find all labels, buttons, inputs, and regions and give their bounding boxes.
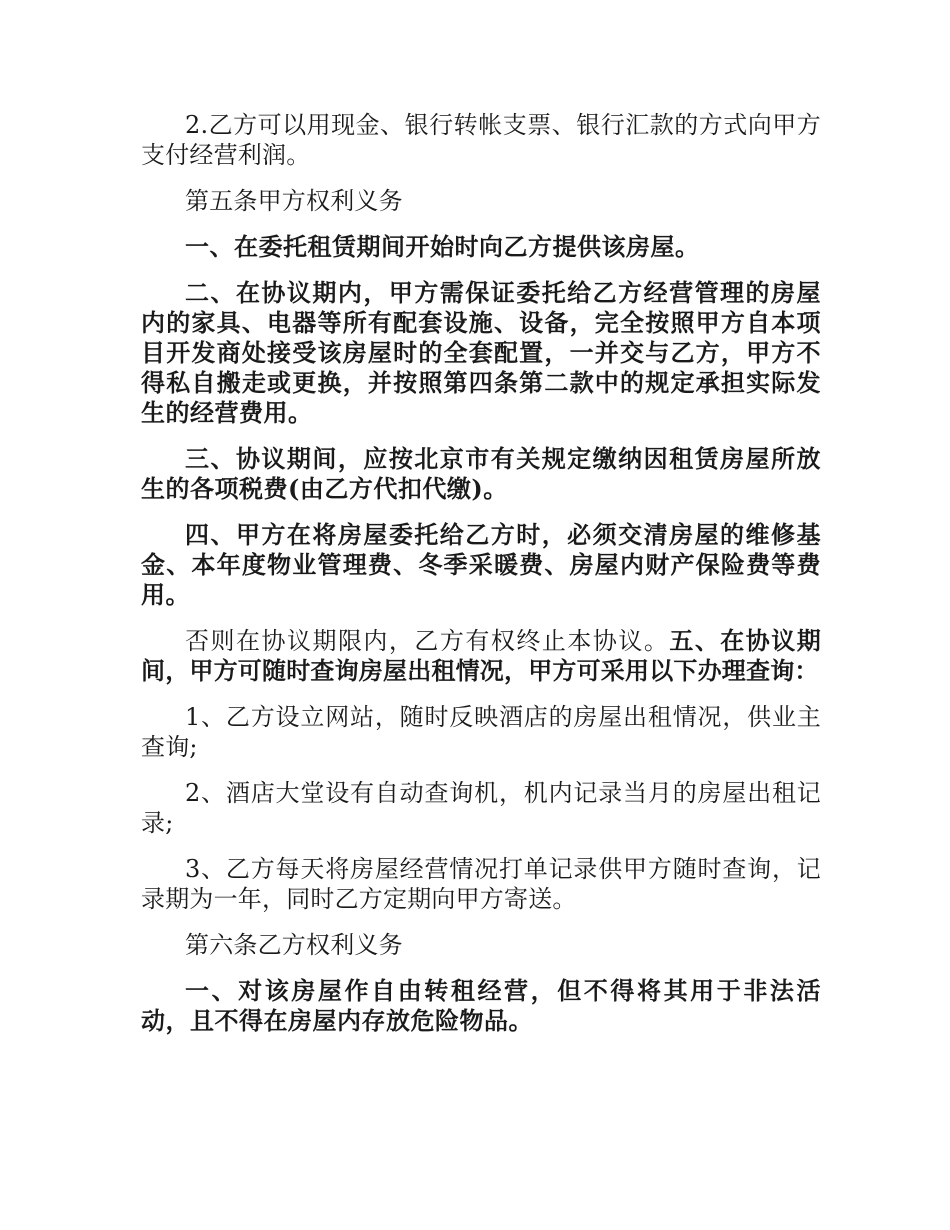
list-item-3: 3、乙方每天将房屋经营情况打单记录供甲方随时查询，记录期为一年，同时乙方定期向甲方寄送。: [141, 855, 821, 913]
paragraph-clause-5-4: 四、甲方在将房屋委托给乙方时，必须交清房屋的维修基金、本年度物业管理费、冬季采暖费、房屋内财产保险费等费用。: [141, 520, 821, 609]
clause-5-5-bold-text: 五、在协议期间，甲方可随时查询房屋出租情况，甲方可采用以下办理查询：: [141, 626, 821, 685]
list-item-1: 1、乙方设立网站，随时反映酒店的房屋出租情况，供业主查询;: [141, 703, 821, 761]
paragraph-clause-5-2: 二、在协议期内，甲方需保证委托给乙方经营管理的房屋内的家具、电器等所有配套设施、设备，完全按照甲方自本项目开发商处接受该房屋时的全套配置，一并交与乙方，甲方不得私自搬走或更换，并按照第四条第二款中的规定承担实际发生的经营费用。: [141, 278, 821, 427]
paragraph-clause-5-5: [141, 626, 821, 686]
article-5-heading: 第五条甲方权利义务: [185, 187, 403, 215]
paragraph-clause-6-1: 一、对该房屋作自由转租经营，但不得将其用于非法活动，且不得在房屋内存放危险物品。: [141, 976, 821, 1035]
termination-sentence: 否则在协议期限内，乙方有权终止本协议。: [185, 627, 670, 655]
list-item-2: 2、酒店大堂设有自动查询机，机内记录当月的房屋出租记录;: [141, 779, 821, 837]
document-body: [141, 110, 821, 1052]
paragraph-payment-methods: 2.乙方可以用现金、银行转帐支票、银行汇款的方式向甲方支付经营利润。: [141, 111, 821, 169]
article-6-heading: 第六条乙方权利义务: [185, 931, 403, 959]
paragraph-clause-5-1: 一、在委托租赁期间开始时向乙方提供该房屋。: [185, 232, 700, 261]
paragraph-clause-5-3: 三、协议期间，应按北京市有关规定缴纳因租赁房屋所放生的各项税费(由乙方代扣代缴)。: [141, 444, 821, 503]
